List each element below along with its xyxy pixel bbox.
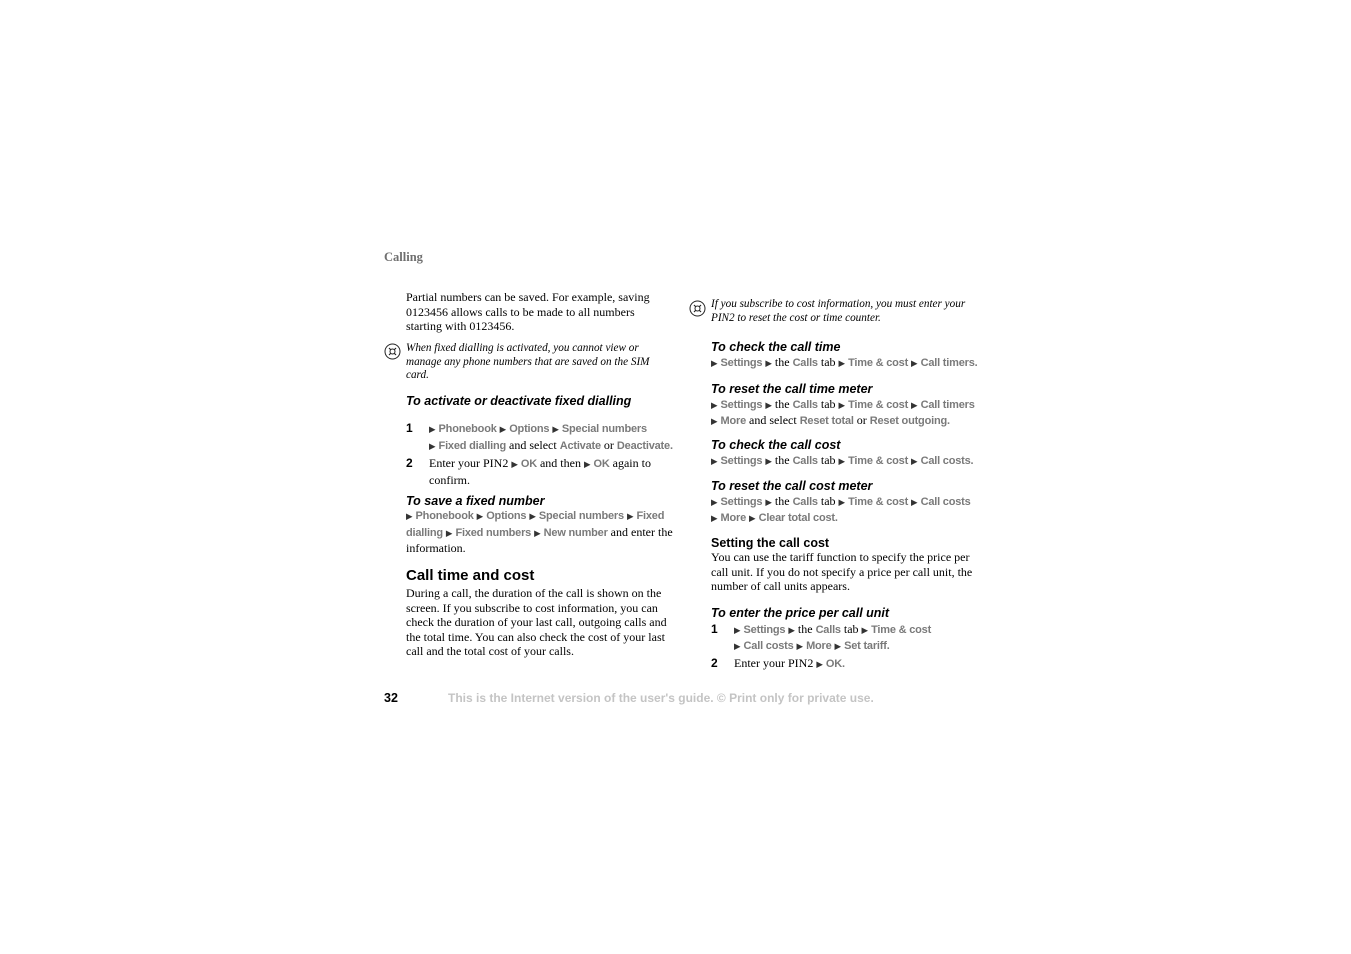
menu-settings: Settings <box>743 623 786 636</box>
arrow-right-icon: ▶ <box>911 497 918 508</box>
chapter-header: Calling <box>384 250 423 264</box>
menu-settings: Settings <box>720 454 763 467</box>
arrow-right-icon: ▶ <box>838 456 846 467</box>
step-text: Enter your PIN2 <box>734 655 814 670</box>
menu-calls: Calls <box>815 623 841 636</box>
menu-options: Options <box>486 510 527 522</box>
arrow-right-icon: ▶ <box>838 358 846 369</box>
menu-calls: Calls <box>792 495 818 508</box>
page-number: 32 <box>384 691 398 705</box>
copyright-notice: This is the Internet version of the user's guide. © Print only for private use. <box>448 691 874 705</box>
arrow-right-icon: ▶ <box>552 425 559 435</box>
step-text: the <box>774 452 790 467</box>
reset-cost-heading: To reset the call cost meter <box>711 479 873 493</box>
menu-calls: Calls <box>792 398 818 411</box>
arrow-right-icon: ▶ <box>838 497 846 508</box>
menu-clear-total-cost: Clear total cost <box>758 512 835 524</box>
step-number: 1 <box>711 621 718 636</box>
step-text: tab <box>820 452 836 467</box>
menu-activate: Activate <box>559 440 601 452</box>
intro-paragraph: Partial numbers can be saved. For example, saving 0123456 allows calls to be made to all numbers starting with 0123456. <box>406 290 650 334</box>
call-time-heading: Call time and cost <box>406 567 535 584</box>
setting-cost-section <box>711 536 975 594</box>
arrow-right-icon: ▶ <box>816 659 823 670</box>
menu-new-number: New number <box>543 526 608 539</box>
arrow-right-icon: ▶ <box>476 512 484 522</box>
menu-set-tariff: Set tariff <box>844 640 887 652</box>
menu-time-cost: Time & cost <box>848 454 909 467</box>
menu-settings: Settings <box>720 356 763 369</box>
menu-deactivate: Deactivate <box>616 440 670 452</box>
step-1: 1 ▶ Phonebook ▶ Options ▶ Special numbers ▶ Fixed dialling and select Activate or Deactivate. <box>406 421 676 455</box>
activate-heading: To activate or deactivate fixed dialling <box>406 394 632 408</box>
arrow-right-icon: ▶ <box>529 512 536 522</box>
step-text: tab <box>820 354 836 369</box>
step-2: 2 Enter your PIN2 ▶ OK. <box>711 656 981 673</box>
menu-phonebook: Phonebook <box>438 423 497 435</box>
enter-price-section <box>711 607 981 672</box>
arrow-right-icon: ▶ <box>861 625 869 636</box>
menu-fixed-numbers: Fixed numbers <box>455 526 532 539</box>
step-text: tab <box>820 396 836 411</box>
arrow-right-icon: ▶ <box>711 514 718 524</box>
fixed-dialling-tip: When fixed dialling is activated, you cannot view or manage any phone numbers that are saved on the SIM card. <box>406 342 650 382</box>
menu-ok: OK <box>520 458 537 470</box>
menu-time-cost: Time & cost <box>848 495 909 508</box>
step-number: 2 <box>711 655 718 670</box>
arrow-right-icon: ▶ <box>911 400 918 411</box>
cost-info-tip: If you subscribe to cost information, you must enter your PIN2 to reset the cost or time counter. <box>711 298 966 324</box>
arrow-right-icon: ▶ <box>711 400 718 411</box>
arrow-right-icon: ▶ <box>838 400 846 411</box>
check-time-heading: To check the call time <box>711 340 841 354</box>
call-time-body: During a call, the duration of the call is shown on the screen. If you subscribe to cost information, you can check the duration of your last call, outgoing calls and the total time. You can also check the cost of your last call and the total cost of your calls. <box>406 586 667 659</box>
tip-icon <box>689 300 706 317</box>
menu-call-timers: Call timers <box>920 356 975 369</box>
arrow-right-icon: ▶ <box>445 528 453 539</box>
menu-more: More <box>720 415 747 427</box>
step-text: the <box>774 396 790 411</box>
setting-cost-body: You can use the tariff function to specify the price per call unit. If you do not specify a price per call unit, the number of call units appears. <box>711 550 973 594</box>
arrow-right-icon: ▶ <box>711 417 718 427</box>
arrow-right-icon: ▶ <box>796 642 804 652</box>
step-text: the <box>774 493 790 508</box>
arrow-right-icon: ▶ <box>765 400 772 411</box>
step-text: and enter the information. <box>406 524 673 555</box>
menu-fixed-dialling: Fixed dialling <box>438 440 507 452</box>
arrow-right-icon: ▶ <box>911 358 918 369</box>
menu-special-numbers: Special numbers <box>561 423 647 435</box>
step-text: or <box>856 413 867 427</box>
step-text: and select <box>509 438 557 452</box>
step-text: and select <box>749 413 797 427</box>
tip-icon <box>384 343 401 360</box>
arrow-right-icon: ▶ <box>534 528 541 539</box>
arrow-right-icon: ▶ <box>711 358 718 369</box>
step-number: 2 <box>406 456 413 470</box>
arrow-right-icon: ▶ <box>429 442 436 452</box>
menu-more: More <box>720 512 747 524</box>
arrow-right-icon: ▶ <box>911 456 918 467</box>
menu-calls: Calls <box>792 356 818 369</box>
save-fixed-path <box>406 508 674 556</box>
step-1: 1 ▶ Settings ▶ the Calls tab ▶ Time & cost ▶ Call costs ▶ More ▶ Set tariff. <box>711 622 981 655</box>
reset-time-heading: To reset the call time meter <box>711 382 873 396</box>
menu-fixed-dialling: Fixed dialling <box>406 510 665 539</box>
menu-phonebook: Phonebook <box>415 510 474 522</box>
menu-more: More <box>806 640 832 652</box>
step-text: tab <box>820 493 836 508</box>
menu-special-numbers: Special numbers <box>538 510 624 522</box>
step-text: Enter your PIN2 <box>429 456 509 470</box>
menu-ok: OK <box>593 458 610 470</box>
menu-call-costs: Call costs <box>920 454 971 467</box>
setting-cost-heading: Setting the call cost <box>711 536 830 550</box>
menu-call-timers: Call timers <box>920 398 975 411</box>
arrow-right-icon: ▶ <box>765 358 772 369</box>
arrow-right-icon: ▶ <box>711 497 718 508</box>
arrow-right-icon: ▶ <box>406 512 413 522</box>
arrow-right-icon: ▶ <box>734 642 741 652</box>
menu-options: Options <box>509 423 550 435</box>
arrow-right-icon: ▶ <box>749 514 756 524</box>
arrow-right-icon: ▶ <box>583 460 591 470</box>
arrow-right-icon: ▶ <box>626 512 634 522</box>
save-fixed-heading: To save a fixed number <box>406 494 545 508</box>
arrow-right-icon: ▶ <box>499 425 507 435</box>
step-text: again to confirm. <box>429 456 651 487</box>
reset-time-section: To reset the call time meter ▶ Settings ▶ the Calls tab ▶ Time & cost ▶ Call timers ▶ More and select Reset total or Reset outgoing. <box>711 383 981 430</box>
step-text: the <box>797 621 813 636</box>
left-column <box>406 290 672 334</box>
arrow-right-icon: ▶ <box>711 456 718 467</box>
arrow-right-icon: ▶ <box>429 425 436 435</box>
enter-price-heading: To enter the price per call unit <box>711 606 890 620</box>
check-cost-section: To check the call cost ▶ Settings ▶ the Calls tab ▶ Time & cost ▶ Call costs. <box>711 439 981 469</box>
menu-call-costs: Call costs <box>743 640 794 652</box>
check-cost-heading: To check the call cost <box>711 438 841 452</box>
menu-settings: Settings <box>720 495 763 508</box>
step-number: 1 <box>406 421 413 435</box>
arrow-right-icon: ▶ <box>834 642 842 652</box>
menu-time-cost: Time & cost <box>871 623 932 636</box>
menu-calls: Calls <box>792 454 818 467</box>
menu-time-cost: Time & cost <box>848 356 909 369</box>
menu-ok: OK <box>825 657 842 670</box>
arrow-right-icon: ▶ <box>765 497 772 508</box>
step-text: the <box>774 354 790 369</box>
step-text: or <box>603 438 614 452</box>
menu-time-cost: Time & cost <box>848 398 909 411</box>
arrow-right-icon: ▶ <box>765 456 772 467</box>
arrow-right-icon: ▶ <box>788 625 795 636</box>
menu-reset-total: Reset total <box>799 415 854 427</box>
arrow-right-icon: ▶ <box>511 460 518 470</box>
activate-steps <box>406 421 676 487</box>
step-text: tab <box>843 621 859 636</box>
arrow-right-icon: ▶ <box>734 625 741 636</box>
reset-cost-section: To reset the call cost meter ▶ Settings ▶ the Calls tab ▶ Time & cost ▶ Call costs ▶ More ▶ Clear total cost. <box>711 480 981 527</box>
menu-settings: Settings <box>720 398 763 411</box>
step-2 <box>406 456 676 487</box>
menu-call-costs: Call costs <box>920 495 971 508</box>
menu-reset-outgoing: Reset outgoing <box>869 415 947 427</box>
check-time-section: To check the call time ▶ Settings ▶ the Calls tab ▶ Time & cost ▶ Call timers. <box>711 341 981 371</box>
step-text: and then <box>539 456 581 470</box>
